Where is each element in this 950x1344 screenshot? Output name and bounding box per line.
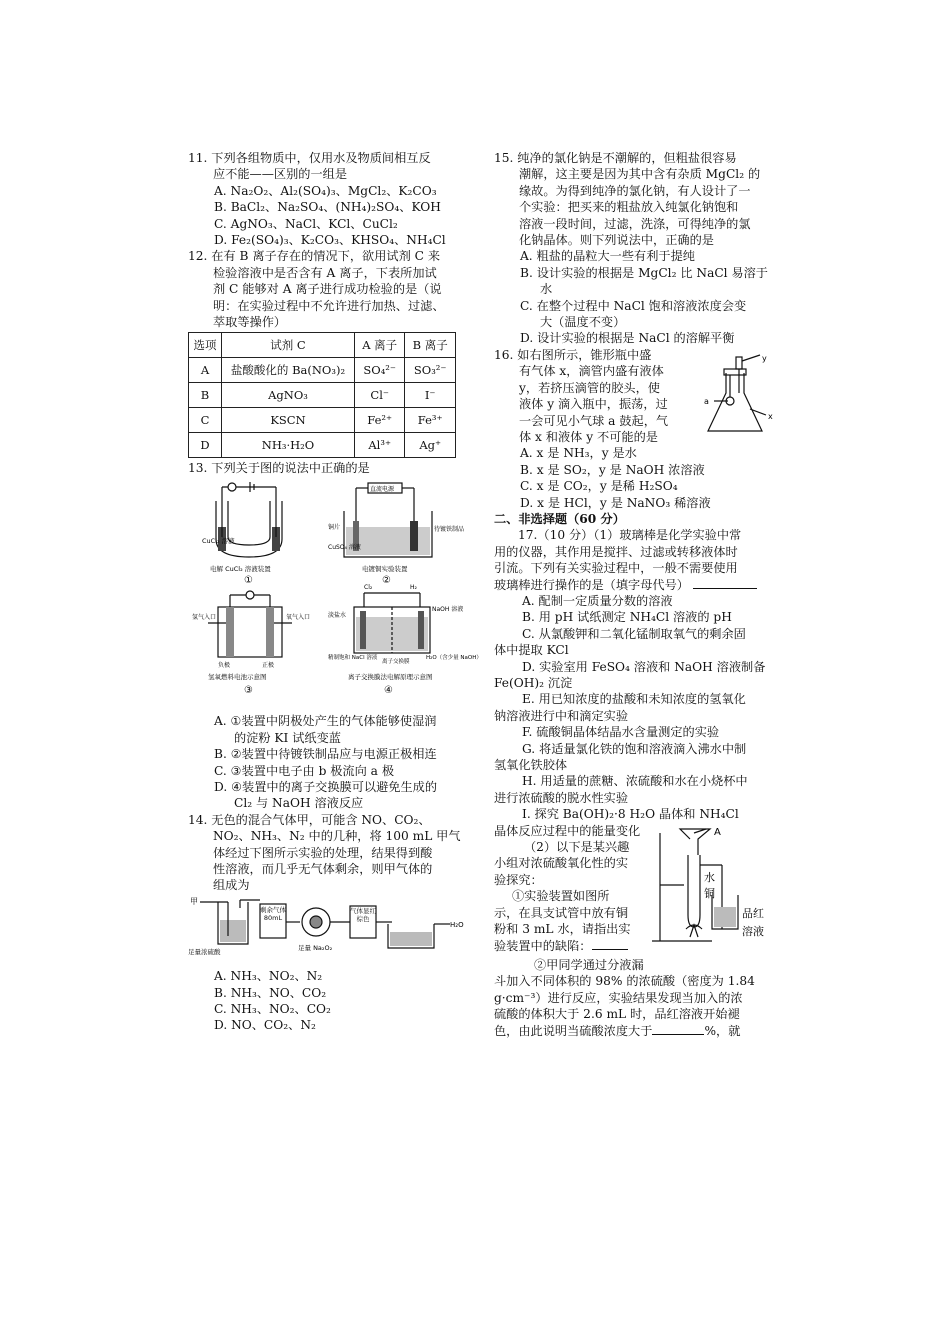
q17-tail-6: %，就 [704, 1023, 741, 1038]
table-header-row [189, 333, 456, 358]
q11-stem-1: 11. 下列各组物质中，仅用水及物质间相互反 [188, 151, 431, 165]
q13-option-c: C. ③装置中电子由 b 极流向 a 极 [214, 763, 395, 778]
q17-item-h-cont: 进行浓硫酸的脱水性实验 [494, 790, 629, 805]
q11-option-b: B. BaCl₂、Na₂SO₄、(NH₄)₂SO₄、KOH [214, 200, 441, 215]
q16-y-label: y [762, 353, 767, 363]
q17-part2-2: 小组对浓硫酸氧化性的实 [494, 856, 629, 871]
table-cell: NH₃·H₂O [222, 433, 355, 458]
q15-option-c-cont: 大（温度不变） [540, 315, 626, 330]
figure-1-electrolysis [216, 482, 282, 557]
table-cell: Cl⁻ [355, 383, 405, 408]
q15-option-b-cont: 水 [540, 282, 553, 297]
f4-membrane-label: 离子交换膜 [382, 658, 410, 665]
f2-number: ② [382, 574, 391, 586]
q11-option-d: D. Fe₂(SO₄)₃、K₂CO₃、KHSO₄、NH₄Cl [214, 233, 446, 248]
q14-gas-color-label: 气体显红棕色 [350, 906, 376, 923]
q17-fig-rongye-label: 溶液 [742, 925, 764, 939]
q15-stem-5: 溶液一段时间，过滤，洗涤，可得纯净的氯 [519, 216, 751, 231]
f4-caption: 离子交换膜法电解原理示意图 [348, 672, 433, 681]
question-11 [188, 150, 470, 248]
q14-h2so4-label: 足量浓硫酸 [188, 947, 221, 956]
q15-stem-4: 个实验：把买来的粗盐放入纯氯化钠饱和 [519, 200, 739, 215]
q13-stem: 13. 下列关于图的说法中正确的是 [188, 461, 370, 476]
q13-figure [188, 477, 482, 699]
q17-tail-5: 色，由此说明当硫酸浓度大于 [494, 1023, 653, 1038]
q15-option-b: B. 设计实验的根据是 MgCl₂ 比 NaCl 易溶于 [520, 265, 768, 280]
f3-o2-label: 氧气入口 [286, 613, 311, 621]
q15-option-a: A. 粗盐的晶粒大一些有利于提纯 [520, 249, 695, 264]
q16-figure [700, 353, 776, 441]
q16-x-label: x [768, 411, 773, 421]
table-cell: C [189, 408, 222, 433]
table-row [189, 358, 456, 383]
question-16 [494, 347, 780, 511]
table-cell: SO₄²⁻ [355, 358, 405, 383]
table-cell: KSCN [222, 408, 355, 433]
q17-part2-3: 验探究： [494, 872, 543, 887]
q17-fig-a-label: A [714, 827, 721, 839]
q17-tail-4: 硫酸的体积大于 2.6 mL 时，品红溶液开始褪 [494, 1007, 740, 1022]
q14-option-b: B. NH₃、NO、CO₂ [214, 985, 327, 1000]
f3-neg-label: 负极 [218, 661, 231, 669]
q17-fig-copper-label: 铜 [704, 887, 715, 901]
q15-stem-2: 潮解，这主要是因为其中含有杂质 MgCl₂ 的 [519, 167, 761, 182]
q17-item-c: C. 从氯酸钾和二氧化锰制取氧气的剩余固 [522, 626, 746, 641]
q16-stem-4: 液体 y 滴入瓶中，振荡，过 [519, 397, 668, 412]
q17-item-b: B. 用 pH 试纸测定 NH₄Cl 溶液的 pH [522, 610, 732, 625]
q17-item-i-cont: 晶体反应过程中的能量变化 [494, 823, 641, 838]
table-cell: Al³⁺ [355, 433, 405, 458]
q15-option-c: C. 在整个过程中 NaCl 饱和溶液浓度会变 [520, 298, 747, 313]
q17-apparatus-figure [650, 825, 780, 943]
q16-stem-3: y，若挤压滴管的胶头，使 [519, 380, 660, 395]
q15-stem-6: 化钠晶体。则下列说法中，正确的是 [519, 233, 714, 248]
q16-option-d: D. x 是 HCl，y 是 NaNO₃ 稀溶液 [520, 495, 711, 510]
f4-number: ④ [384, 684, 393, 696]
f4-h2-label: H₂ [410, 583, 417, 591]
q17-item-e-cont: 钠溶液进行中和滴定实验 [494, 708, 629, 723]
q14-figure [188, 894, 470, 956]
q16-stem-6: 体 x 和液体 y 不可能的是 [519, 429, 658, 444]
q14-h2o-label: H₂O [450, 920, 464, 929]
q17-part2-1: （2）以下是某兴趣 [524, 840, 630, 855]
q16-option-c: C. x 是 CO₂，y 是稀 H₂SO₄ [520, 479, 678, 494]
q12-table [188, 332, 456, 458]
f1-caption: 电解 CuCl₂ 溶液装置 [210, 564, 271, 573]
q17-answer-blank-2[interactable] [592, 939, 628, 950]
q15-stem-1: 15. 纯净的氯化钠是不潮解的，但粗盐很容易 [494, 151, 737, 165]
table-header-cell: 选项 [189, 333, 222, 358]
q17-item-d-cont: Fe(OH)₂ 沉淀 [494, 676, 573, 690]
q14-remain-label: 剩余气体80mL [260, 905, 286, 922]
table-cell: AgNO₃ [222, 383, 355, 408]
q17-tail-2: 斗加入不同体积的 98% 的浓硫酸（密度为 1.84 [494, 974, 755, 989]
f4-cl2-label: Cl₂ [364, 583, 373, 591]
q12-stem-3: 剂 C 能够对 A 离子进行成功检验的是（说 [213, 282, 442, 297]
q16-stem-5: 一会可见小气球 a 鼓起，气 [519, 413, 669, 428]
q12-stem-2: 检验溶液中是否含有 A 离子，下表所加试 [213, 265, 437, 280]
left-column [188, 150, 482, 1034]
q14-option-c: C. NH₃、NO₂、CO₂ [214, 1001, 331, 1016]
q17-fig-pinhong-label: 品红 [742, 907, 764, 921]
q16-stem-1: 16. 如右图所示，锥形瓶中盛 [494, 347, 652, 362]
f4-saltwater-label: 淡盐水 [328, 611, 347, 619]
q13-option-d: D. ④装置中的离子交换膜可以避免生成的 [214, 779, 438, 794]
q17-answer-blank-1[interactable] [693, 578, 757, 589]
q17-fig-water-label: 水 [704, 871, 715, 885]
q11-option-c: C. AgNO₃、NaCl、KCl、CuCl₂ [214, 216, 398, 231]
q15-stem-3: 缘故。为得到纯净的氯化钠，有人设计了一 [519, 183, 751, 198]
q17-item-f: F. 硫酸铜晶体结晶水含量测定的实验 [522, 725, 720, 740]
q17-tail-1: ②甲同学通过分液漏 [534, 958, 644, 973]
q17-part2-6: 粉和 3 mL 水，请指出实 [494, 922, 631, 937]
q17-item-a: A. 配制一定质量分数的溶液 [522, 593, 673, 608]
q12-stem-1: 12. 在有 B 离子存在的情况下，欲用试剂 C 来 [188, 249, 441, 264]
q17-tail-3: g·cm⁻³）进行反应，实验结果发现当加入的浓 [494, 990, 743, 1005]
q17-part2-7: 验装置中的缺陷： [494, 938, 592, 953]
q17-item-g-cont: 氢氧化铁胶体 [494, 758, 568, 773]
f4-naoh-label: NaOH 溶液 [432, 605, 464, 613]
q14-stem-5: 组成为 [213, 878, 250, 893]
section-heading: 二、非选择题（60 分） [494, 511, 625, 526]
f1-letter-a: CuCl₂ 溶液 [202, 536, 235, 545]
q17-item-g: G. 将适量氯化铁的饱和溶液滴入沸水中制 [522, 741, 747, 756]
q14-stem-1: 14. 无色的混合气体甲，可能含 NO、CO₂、 [188, 812, 431, 827]
table-cell: Fe²⁺ [355, 408, 405, 433]
f4-water-label: H₂O（含少量 NaOH） [426, 654, 482, 661]
q17-intro-2: 用的仪器，其作用是搅拌、过滤或转移液体时 [494, 544, 738, 559]
q14-stem-4: 性溶液，而几乎无气体剩余，则甲气体的 [213, 861, 433, 876]
table-cell: Fe³⁺ [405, 408, 456, 433]
q17-intro-1: 17.（10 分）（1）玻璃棒是化学实验中常 [518, 528, 742, 543]
table-cell: 盐酸酸化的 Ba(NO₃)₂ [222, 358, 355, 383]
f2-solution-label: CuSO₄ 溶液 [328, 543, 361, 551]
table-cell: B [189, 383, 222, 408]
table-cell: SO₃²⁻ [405, 358, 456, 383]
f3-pos-label: 正极 [262, 661, 275, 669]
f3-number: ③ [244, 684, 253, 696]
table-header-cell: B 离子 [405, 333, 456, 358]
q17-part2-5: 示，在具支试管中放有铜 [494, 905, 629, 920]
table-cell: I⁻ [405, 383, 456, 408]
question-17 [494, 527, 780, 1039]
table-row [189, 383, 456, 408]
q16-a-label: a [704, 396, 709, 406]
q12-stem-4: 明：在实验过程中不允许进行加热、过滤、 [213, 298, 445, 313]
q16-stem-2: 有气体 x，滴管内盛有液体 [519, 364, 664, 379]
table-header-cell: 试剂 C [222, 333, 355, 358]
f2-top-label: 直流电源 [370, 485, 395, 493]
q17-item-d: D. 实验室用 FeSO₄ 溶液和 NaOH 溶液制备 [522, 659, 766, 674]
table-cell: A [189, 358, 222, 383]
q17-item-i: I. 探究 Ba(OH)₂·8 H₂O 晶体和 NH₄Cl [522, 807, 739, 822]
q16-option-b: B. x 是 SO₂，y 是 NaOH 浓溶液 [520, 462, 705, 477]
f2-caption: 电镀铜实验装置 [362, 564, 408, 573]
q17-part2-4: ①实验装置如图所 [512, 889, 610, 904]
table-row [189, 433, 456, 458]
q14-option-d: D. NO、CO₂、N₂ [214, 1018, 316, 1033]
f3-h2-label: 氢气入口 [192, 613, 217, 621]
q17-intro-3: 引流。下列有关实验过程中，一般不需要使用 [494, 561, 738, 576]
table-cell: D [189, 433, 222, 458]
question-12 [188, 248, 470, 458]
q13-option-a: A. ①装置中阴极处产生的气体能够使湿润 [214, 714, 437, 729]
question-15 [494, 150, 780, 347]
q13-option-a-cont: 的淀粉 KI 试纸变蓝 [234, 730, 341, 745]
q17-item-e: E. 用已知浓度的盐酸和未知浓度的氢氧化 [522, 692, 746, 707]
q17-intro-4: 玻璃棒进行操作的是（填字母代号） [494, 577, 689, 592]
q11-option-a: A. Na₂O₂、Al₂(SO₄)₃、MgCl₂、K₂CO₃ [214, 183, 437, 198]
table-row [189, 408, 456, 433]
q13-option-d-cont: Cl₂ 与 NaOH 溶液反应 [234, 796, 364, 811]
q12-stem-5: 萃取等操作） [213, 315, 287, 330]
q11-stem-2: 应不能——区别的一组是 [213, 167, 348, 182]
f2-left-label: 铜片 [328, 523, 341, 531]
q14-stem-2: NO₂、NH₃、N₂ 中的几种，将 100 mL 甲气 [213, 829, 461, 844]
q13-option-b: B. ②装置中待镀铁制品应与电源正极相连 [214, 747, 437, 762]
f1-number: ① [244, 574, 253, 586]
q17-item-h: H. 用适量的蔗糖、浓硫酸和水在小烧杯中 [522, 774, 748, 789]
q16-option-a: A. x 是 NH₃，y 是水 [520, 446, 637, 461]
f4-nacl-label: 精制饱和 NaCl 溶液 [328, 654, 378, 661]
q17-answer-blank-3[interactable] [652, 1024, 704, 1035]
table-cell: Ag⁺ [405, 433, 456, 458]
question-14 [188, 812, 470, 1034]
q14-jia-label: 甲 [190, 896, 198, 906]
figure-4-membrane-cell [354, 593, 430, 653]
right-column [494, 150, 780, 1039]
q15-option-d: D. 设计实验的根据是 NaCl 的溶解平衡 [520, 331, 735, 346]
f2-right-label: 待镀铁制品 [434, 525, 465, 533]
figure-3-fuel-cell [208, 591, 292, 657]
q14-option-a: A. NH₃、NO₂、N₂ [214, 969, 323, 984]
f3-caption: 氢氧燃料电池示意图 [208, 672, 267, 681]
q14-na2o2-label: 足量 Na₂O₂ [298, 943, 333, 952]
q17-item-c-cont: 体中提取 KCl [494, 643, 569, 658]
table-header-cell: A 离子 [355, 333, 405, 358]
q14-stem-3: 体经过下图所示实验的处理，结果得到酸 [213, 845, 433, 860]
question-13 [188, 460, 482, 811]
